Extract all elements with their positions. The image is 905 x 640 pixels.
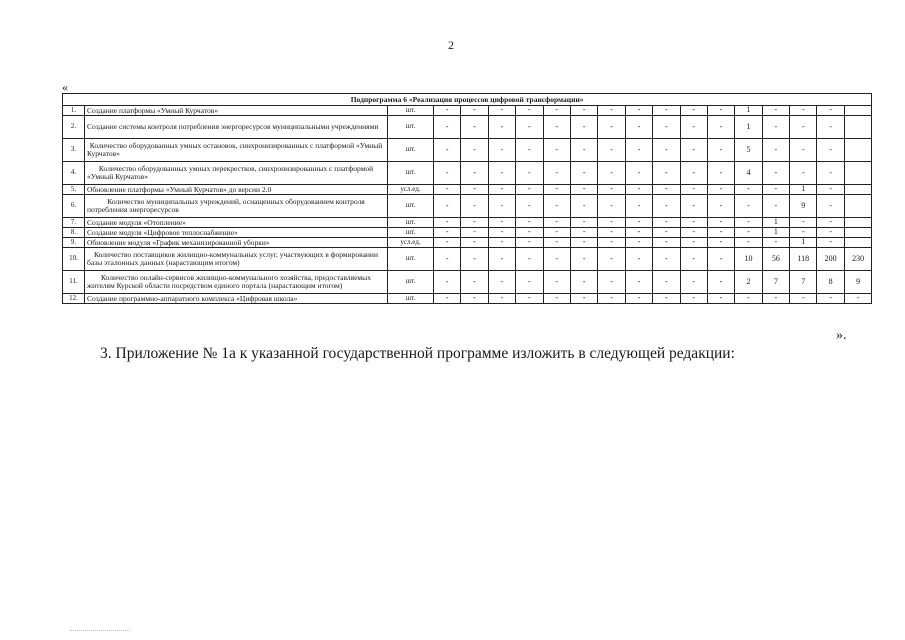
- value-cell: -: [434, 294, 461, 304]
- value-cell: -: [598, 238, 625, 248]
- value-cell: -: [817, 139, 844, 162]
- row-number: 9.: [63, 238, 85, 248]
- value-cell: [844, 106, 871, 116]
- value-cell: -: [735, 218, 762, 228]
- value-cell: -: [461, 185, 488, 195]
- value-cell: -: [434, 106, 461, 116]
- value-cell: -: [570, 162, 597, 185]
- value-cell: -: [461, 139, 488, 162]
- row-number: 8.: [63, 228, 85, 238]
- value-cell: -: [817, 195, 844, 218]
- row-number: 5.: [63, 185, 85, 195]
- value-cell: 1: [790, 238, 817, 248]
- value-cell: -: [516, 238, 543, 248]
- value-cell: -: [516, 294, 543, 304]
- value-cell: -: [680, 185, 707, 195]
- value-cell: -: [570, 139, 597, 162]
- value-cell: -: [653, 218, 680, 228]
- value-cell: -: [762, 106, 789, 116]
- value-cell: -: [790, 116, 817, 139]
- value-cell: -: [680, 162, 707, 185]
- value-cell: -: [790, 139, 817, 162]
- value-cell: -: [790, 294, 817, 304]
- value-cell: -: [488, 116, 515, 139]
- value-cell: -: [434, 185, 461, 195]
- value-cell: [844, 195, 871, 218]
- value-cell: -: [790, 106, 817, 116]
- value-cell: -: [817, 185, 844, 195]
- value-cell: -: [598, 106, 625, 116]
- value-cell: -: [653, 139, 680, 162]
- row-unit: шт.: [388, 106, 434, 116]
- value-cell: -: [543, 271, 570, 294]
- value-cell: -: [570, 238, 597, 248]
- value-cell: -: [516, 228, 543, 238]
- value-cell: -: [543, 195, 570, 218]
- row-name: Создание модуля «Цифровое теплоснабжение»: [85, 228, 388, 238]
- value-cell: -: [790, 218, 817, 228]
- value-cell: -: [707, 162, 734, 185]
- row-unit: шт.: [388, 195, 434, 218]
- value-cell: -: [543, 218, 570, 228]
- value-cell: -: [598, 185, 625, 195]
- value-cell: 1: [735, 116, 762, 139]
- value-cell: -: [461, 248, 488, 271]
- value-cell: -: [516, 116, 543, 139]
- value-cell: -: [543, 139, 570, 162]
- value-cell: -: [707, 228, 734, 238]
- row-name: Количество оборудованных умных остановок, синхронизированных с платформой «Умный Курчатов»: [85, 139, 388, 162]
- value-cell: -: [488, 271, 515, 294]
- row-unit: шт.: [388, 139, 434, 162]
- value-cell: -: [653, 106, 680, 116]
- value-cell: 4: [735, 162, 762, 185]
- value-cell: -: [516, 218, 543, 228]
- table-title: Подпрограмма 6 «Реализация процессов цифровой трансформации»: [63, 94, 872, 106]
- page-number: 2: [448, 38, 454, 52]
- value-cell: [844, 238, 871, 248]
- row-name: Создание модуля «Отопление»: [85, 218, 388, 228]
- value-cell: -: [570, 248, 597, 271]
- value-cell: -: [817, 228, 844, 238]
- value-cell: -: [488, 228, 515, 238]
- value-cell: -: [434, 195, 461, 218]
- value-cell: -: [707, 238, 734, 248]
- value-cell: -: [680, 195, 707, 218]
- value-cell: -: [488, 238, 515, 248]
- table-row: [63, 116, 872, 139]
- value-cell: 7: [762, 271, 789, 294]
- paragraph-3: 3. Приложение № 1а к указанной государственной программе изложить в следующей редакции:: [100, 345, 735, 362]
- value-cell: -: [461, 218, 488, 228]
- value-cell: -: [707, 271, 734, 294]
- value-cell: -: [543, 248, 570, 271]
- value-cell: -: [434, 139, 461, 162]
- value-cell: -: [543, 228, 570, 238]
- value-cell: -: [488, 185, 515, 195]
- value-cell: [844, 185, 871, 195]
- value-cell: -: [516, 162, 543, 185]
- value-cell: -: [653, 162, 680, 185]
- value-cell: 56: [762, 248, 789, 271]
- open-quote: «: [62, 80, 68, 94]
- value-cell: -: [680, 139, 707, 162]
- row-name: Создание платформы «Умный Курчатов»: [85, 106, 388, 116]
- row-number: 6.: [63, 195, 85, 218]
- value-cell: -: [817, 218, 844, 228]
- table-row: [63, 139, 872, 162]
- value-cell: -: [516, 139, 543, 162]
- value-cell: [844, 116, 871, 139]
- value-cell: -: [707, 116, 734, 139]
- value-cell: -: [434, 238, 461, 248]
- value-cell: -: [434, 271, 461, 294]
- row-number: 11.: [63, 271, 85, 294]
- value-cell: -: [735, 185, 762, 195]
- value-cell: -: [735, 228, 762, 238]
- value-cell: -: [570, 116, 597, 139]
- value-cell: -: [570, 218, 597, 228]
- value-cell: -: [488, 162, 515, 185]
- value-cell: -: [762, 139, 789, 162]
- row-number: 1.: [63, 106, 85, 116]
- value-cell: -: [625, 139, 652, 162]
- value-cell: -: [543, 162, 570, 185]
- value-cell: -: [790, 228, 817, 238]
- value-cell: -: [653, 271, 680, 294]
- row-unit: шт.: [388, 228, 434, 238]
- value-cell: -: [680, 271, 707, 294]
- value-cell: -: [461, 162, 488, 185]
- scan-mark: [70, 630, 130, 634]
- row-name: Обновление платформы «Умный Курчатов» до версии 2.0: [85, 185, 388, 195]
- row-number: 2.: [63, 116, 85, 139]
- value-cell: 118: [790, 248, 817, 271]
- value-cell: -: [488, 294, 515, 304]
- value-cell: -: [516, 248, 543, 271]
- value-cell: -: [434, 248, 461, 271]
- row-number: 10.: [63, 248, 85, 271]
- value-cell: -: [680, 218, 707, 228]
- value-cell: [844, 228, 871, 238]
- value-cell: -: [598, 218, 625, 228]
- row-number: 4.: [63, 162, 85, 185]
- value-cell: -: [598, 228, 625, 238]
- value-cell: -: [707, 218, 734, 228]
- value-cell: -: [625, 294, 652, 304]
- value-cell: -: [844, 294, 871, 304]
- value-cell: -: [653, 294, 680, 304]
- value-cell: -: [461, 271, 488, 294]
- value-cell: -: [680, 106, 707, 116]
- value-cell: -: [488, 218, 515, 228]
- table-row: [63, 195, 872, 218]
- row-name: Количество онлайн-сервисов жилищно-коммунального хозяйства, предоставляемых жителям Курской области посредством единого портала (нарастающим итогом): [85, 271, 388, 294]
- value-cell: -: [817, 106, 844, 116]
- value-cell: -: [653, 195, 680, 218]
- value-cell: -: [653, 238, 680, 248]
- value-cell: -: [735, 294, 762, 304]
- value-cell: -: [598, 162, 625, 185]
- value-cell: -: [570, 185, 597, 195]
- value-cell: -: [461, 106, 488, 116]
- value-cell: -: [707, 139, 734, 162]
- row-unit: шт.: [388, 294, 434, 304]
- row-name: Количество оборудованных умных перекрестков, синхронизированных с платформой «Умный Курчатов»: [85, 162, 388, 185]
- value-cell: -: [434, 162, 461, 185]
- row-unit: усл.ед.: [388, 185, 434, 195]
- value-cell: -: [598, 139, 625, 162]
- value-cell: -: [516, 185, 543, 195]
- value-cell: -: [680, 248, 707, 271]
- value-cell: -: [762, 238, 789, 248]
- value-cell: -: [461, 238, 488, 248]
- value-cell: 1: [790, 185, 817, 195]
- value-cell: -: [707, 106, 734, 116]
- value-cell: [844, 218, 871, 228]
- value-cell: -: [461, 116, 488, 139]
- value-cell: -: [735, 195, 762, 218]
- value-cell: -: [680, 116, 707, 139]
- value-cell: -: [598, 294, 625, 304]
- row-number: 3.: [63, 139, 85, 162]
- value-cell: [844, 162, 871, 185]
- table-row: [63, 228, 872, 238]
- value-cell: [844, 139, 871, 162]
- value-cell: -: [570, 195, 597, 218]
- value-cell: -: [625, 271, 652, 294]
- value-cell: -: [817, 162, 844, 185]
- value-cell: -: [461, 228, 488, 238]
- value-cell: -: [625, 248, 652, 271]
- row-unit: шт.: [388, 162, 434, 185]
- value-cell: -: [625, 106, 652, 116]
- value-cell: 5: [735, 139, 762, 162]
- value-cell: -: [570, 228, 597, 238]
- value-cell: -: [680, 238, 707, 248]
- table-row: [63, 106, 872, 116]
- table-row: [63, 294, 872, 304]
- value-cell: -: [707, 185, 734, 195]
- table-row: [63, 248, 872, 271]
- value-cell: -: [570, 106, 597, 116]
- value-cell: -: [817, 116, 844, 139]
- value-cell: -: [516, 195, 543, 218]
- value-cell: -: [461, 195, 488, 218]
- value-cell: -: [434, 218, 461, 228]
- value-cell: -: [625, 195, 652, 218]
- value-cell: -: [461, 294, 488, 304]
- value-cell: 10: [735, 248, 762, 271]
- value-cell: 1: [735, 106, 762, 116]
- value-cell: -: [488, 139, 515, 162]
- row-name: Создание программно-аппаратного комплекса «Цифровая школа»: [85, 294, 388, 304]
- value-cell: 9: [844, 271, 871, 294]
- value-cell: -: [625, 238, 652, 248]
- row-number: 12.: [63, 294, 85, 304]
- value-cell: -: [735, 238, 762, 248]
- value-cell: -: [543, 238, 570, 248]
- row-name: Количество поставщиков жилищно-коммунальных услуг, участвующих в формировании базы эталонных данных (нарастающим итогом): [85, 248, 388, 271]
- value-cell: -: [762, 294, 789, 304]
- value-cell: -: [516, 271, 543, 294]
- value-cell: 1: [762, 218, 789, 228]
- value-cell: -: [488, 106, 515, 116]
- value-cell: -: [680, 228, 707, 238]
- value-cell: -: [434, 116, 461, 139]
- value-cell: -: [516, 106, 543, 116]
- row-name: Создание системы контроля потребления энергоресурсов муниципальными учреждениями: [85, 116, 388, 139]
- value-cell: -: [653, 185, 680, 195]
- row-unit: шт.: [388, 271, 434, 294]
- value-cell: -: [707, 248, 734, 271]
- value-cell: 1: [762, 228, 789, 238]
- value-cell: -: [598, 248, 625, 271]
- value-cell: -: [570, 294, 597, 304]
- table-row: [63, 218, 872, 228]
- close-quote: ».: [836, 328, 847, 343]
- value-cell: -: [434, 228, 461, 238]
- value-cell: -: [707, 195, 734, 218]
- value-cell: 200: [817, 248, 844, 271]
- value-cell: -: [762, 116, 789, 139]
- value-cell: -: [707, 294, 734, 304]
- value-cell: -: [625, 218, 652, 228]
- value-cell: -: [625, 228, 652, 238]
- value-cell: -: [488, 248, 515, 271]
- value-cell: -: [680, 294, 707, 304]
- value-cell: -: [762, 195, 789, 218]
- row-unit: шт.: [388, 248, 434, 271]
- row-number: 7.: [63, 218, 85, 228]
- table-row: [63, 185, 872, 195]
- table-row: [63, 271, 872, 294]
- row-unit: шт.: [388, 116, 434, 139]
- row-name: Обновление модуля «График механизированной уборки»: [85, 238, 388, 248]
- value-cell: -: [653, 228, 680, 238]
- value-cell: 8: [817, 271, 844, 294]
- value-cell: -: [598, 116, 625, 139]
- table-row: [63, 238, 872, 248]
- value-cell: -: [762, 162, 789, 185]
- value-cell: 230: [844, 248, 871, 271]
- value-cell: -: [817, 294, 844, 304]
- value-cell: -: [543, 294, 570, 304]
- subprogram-table: [62, 93, 872, 304]
- value-cell: -: [543, 185, 570, 195]
- row-unit: усл.ед.: [388, 238, 434, 248]
- row-unit: шт.: [388, 218, 434, 228]
- value-cell: -: [625, 185, 652, 195]
- value-cell: -: [653, 248, 680, 271]
- value-cell: -: [762, 185, 789, 195]
- value-cell: -: [790, 162, 817, 185]
- value-cell: -: [625, 116, 652, 139]
- value-cell: -: [817, 238, 844, 248]
- value-cell: -: [598, 195, 625, 218]
- value-cell: -: [598, 271, 625, 294]
- value-cell: 7: [790, 271, 817, 294]
- value-cell: 9: [790, 195, 817, 218]
- row-name: Количество муниципальных учреждений, оснащенных оборудованием контроля потребления энергоресурсов: [85, 195, 388, 218]
- value-cell: 2: [735, 271, 762, 294]
- value-cell: -: [625, 162, 652, 185]
- value-cell: -: [488, 195, 515, 218]
- value-cell: -: [543, 116, 570, 139]
- value-cell: -: [543, 106, 570, 116]
- value-cell: -: [570, 271, 597, 294]
- value-cell: -: [653, 116, 680, 139]
- table-row: [63, 162, 872, 185]
